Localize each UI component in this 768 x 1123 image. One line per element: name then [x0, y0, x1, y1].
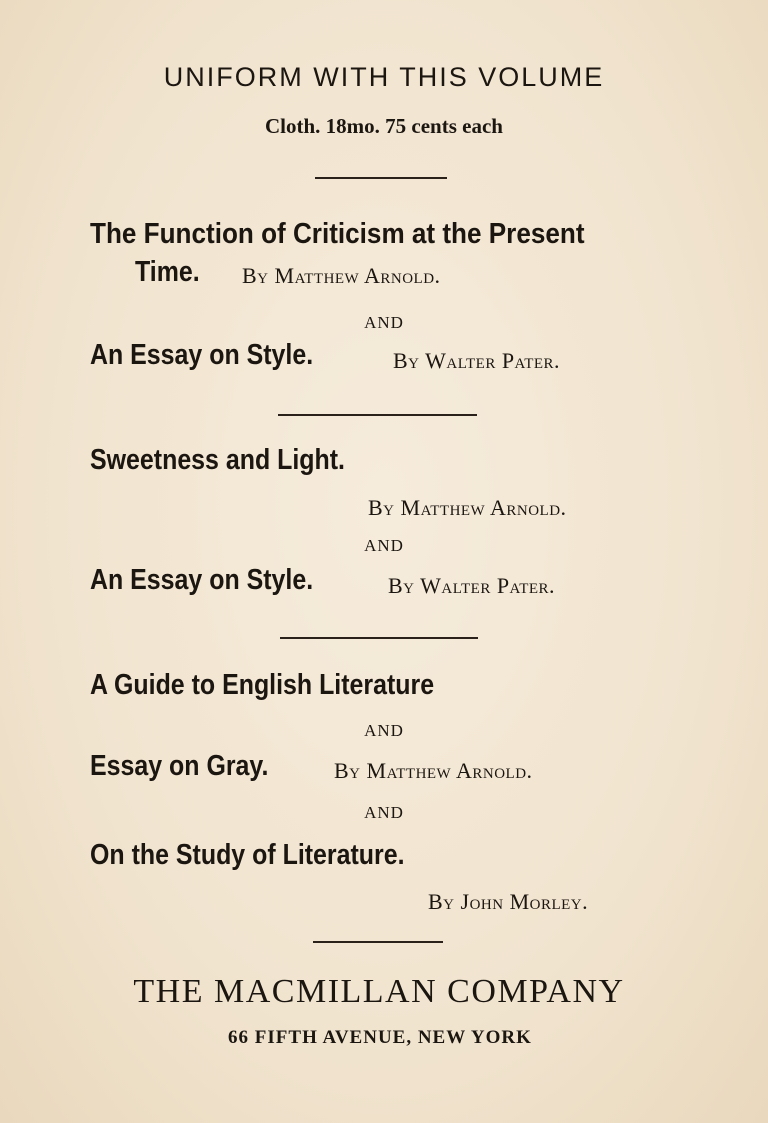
publisher-name: THE MACMILLAN COMPANY	[133, 973, 625, 1010]
divider	[280, 637, 478, 639]
divider	[315, 177, 447, 179]
book-title-cont: Time.	[135, 256, 200, 288]
author: By Walter Pater.	[388, 573, 556, 598]
publisher-address: 66 FIFTH AVENUE, NEW YORK	[228, 1027, 532, 1048]
author: By Matthew Arnold.	[368, 495, 567, 520]
book-title: On the Study of Literature.	[90, 839, 405, 871]
book-title: The Function of Criticism at the Present	[90, 218, 585, 250]
and-separator: AND	[364, 803, 404, 822]
author: By John Morley.	[428, 889, 589, 914]
price-line: Cloth. 18mo. 75 cents each	[265, 114, 503, 138]
author: By Matthew Arnold.	[242, 263, 441, 288]
book-title: Sweetness and Light.	[90, 444, 345, 476]
and-separator: AND	[364, 313, 404, 332]
and-separator: AND	[364, 721, 404, 740]
book-title: A Guide to English Literature	[90, 669, 435, 701]
page-heading: UNIFORM WITH THIS VOLUME	[163, 62, 605, 92]
book-title: An Essay on Style.	[90, 339, 314, 371]
and-separator: AND	[364, 536, 404, 555]
divider	[278, 414, 477, 416]
divider	[313, 941, 443, 943]
author: By Walter Pater.	[393, 348, 561, 373]
book-title: Essay on Gray.	[90, 750, 269, 782]
book-title: An Essay on Style.	[90, 564, 314, 596]
author: By Matthew Arnold.	[334, 758, 533, 783]
